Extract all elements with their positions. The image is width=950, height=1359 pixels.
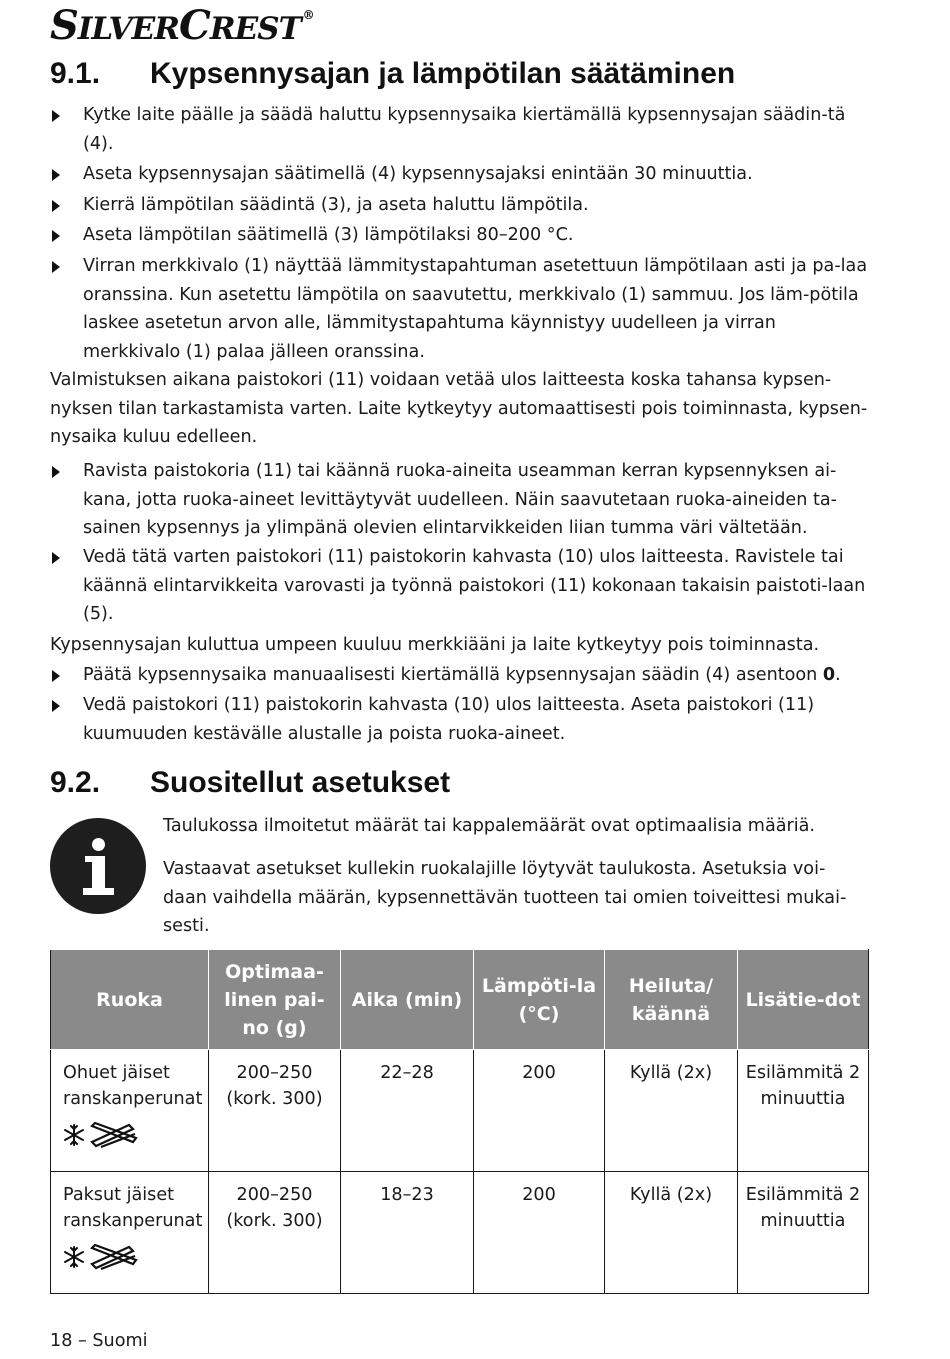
bullet-item [50,457,870,543]
settings-table [50,949,869,1294]
weight-cell [209,1172,341,1294]
info-line: Esilämmitä 2 [745,1185,861,1205]
weight-value: 200–250 [236,1185,313,1205]
info-cell [738,1050,869,1172]
shake-cell: Kyllä (2x) [605,1172,738,1294]
header-food: Ruoka [51,950,209,1050]
bullet-arrow-icon [52,110,60,122]
bullet-text: Aseta lämpötilan säätimellä (3) lämpötilaksi 80–200 °C. [83,225,574,245]
snowflake-icon [63,1246,85,1268]
registered-icon: ® [302,8,314,22]
header-time: Aika (min) [341,950,474,1050]
bullet-text: Virran merkkivalo (1) näyttää lämmitystapahtuman asetettuun lämpötilaan asti ja pa-laa oranssina. Kun asetettu lämpötila on saavutettu, merkkivalo (1) sammuu. Jos läm-pötila laskee asetetun arvon alle, lämmitystapahtuma käynnistyy uudelleen ja virran merkkivalo (1) palaa jälleen oranssina. [83,256,868,362]
shake-cell: Kyllä (2x) [605,1050,738,1172]
table-row [51,1050,869,1172]
bullet-text: Kytke laite päälle ja säädä haluttu kypsennysaika kiertämällä kypsennysajan säädin-tä (4). [83,105,846,154]
bullet-arrow-icon [52,552,60,564]
bullet-text-end: . [835,665,841,685]
bullet-text: Kierrä lämpötilan säädintä (3), ja aseta haluttu lämpötila. [83,195,589,215]
brand-first: SILVER [50,2,179,49]
bullet-arrow-icon [52,670,60,682]
weight-cell [209,1050,341,1172]
info-line: minuuttia [760,1211,846,1231]
bullet-item [50,191,870,220]
weight-max: (kork. 300) [226,1089,323,1109]
bullet-item [50,252,870,366]
info-text: Taulukossa ilmoitetut määrät tai kappalemäärät ovat optimaalisia määriä. [163,816,815,836]
section-9-1-heading [50,57,735,91]
bullet-item [50,691,870,748]
time-cell: 18–23 [341,1172,474,1294]
bullet-arrow-icon [52,700,60,712]
bullet-arrow-icon [52,261,60,273]
bullet-arrow-icon [52,169,60,181]
section-title: Kypsennysajan ja lämpötilan säätäminen [150,57,736,90]
temperature-cell: 200 [474,1050,605,1172]
paragraph: Kypsennysajan kuluttua umpeen kuuluu merkkiääni ja laite kytkeytyy pois toiminnasta. [50,635,820,655]
food-name-line: Paksut jäiset [63,1185,175,1205]
time-cell: 22–28 [341,1050,474,1172]
header-info: Lisätie-dot [738,950,869,1050]
table-row [51,1172,869,1294]
bullet-text: Aseta kypsennysajan säätimellä (4) kypsennysajaksi enintään 30 minuuttia. [83,164,753,184]
info-line: minuuttia [760,1089,846,1109]
bold-value: 0 [822,665,836,685]
header-temperature: Lämpöti-la (°C) [474,950,605,1050]
info-cell [738,1172,869,1294]
bullet-item [50,160,870,189]
bullet-arrow-icon [52,230,60,242]
section-9-2-heading [50,766,450,800]
bullet-text: Vedä paistokori (11) paistokorin kahvasta (10) ulos laitteesta. Aseta paistokori (11) kuumuuden kestävälle alustalle ja poista ruoka-aineet. [83,695,815,744]
brand-second: CREST [178,2,301,49]
page-footer: 18 – Suomi [50,1331,148,1351]
section-number: 9.2. [50,766,101,799]
info-icon [50,818,146,914]
fries-icon [89,1242,139,1272]
bullet-item [50,661,870,690]
food-name-line: ranskanperunat [63,1089,203,1109]
bullet-item [50,221,870,250]
weight-value: 200–250 [236,1063,313,1083]
bullet-text: Ravista paistokoria (11) tai käännä ruoka-aineita useamman kerran kypsennyksen ai-kana, jotta ruoka-aineet levittäytyvät uudelleen. Näin saavutetaan ruoka-aineiden ta-sainen kypsennys ja ylimpänä olevien elintarvikkeiden liian tumma väri vältetään. [83,461,838,539]
food-cell [51,1050,209,1172]
weight-max: (kork. 300) [226,1211,323,1231]
section-title: Suositellut asetukset [150,766,451,799]
temperature-cell: 200 [474,1172,605,1294]
food-cell [51,1172,209,1294]
header-weight: Optimaa-linen pai-no (g) [209,950,341,1050]
table-header-row [51,950,869,1050]
food-name-line: ranskanperunat [63,1211,203,1231]
bullet-text: Päätä kypsennysaika manuaalisesti kiertämällä kypsennysajan säädin (4) asentoon [83,665,823,685]
fries-icon [89,1120,139,1150]
info-text: Vastaavat asetukset kullekin ruokalajille löytyvät taulukosta. Asetuksia voi-daan vaihdella määrän, kypsennettävän tuotteen tai omien toiveittesi mukai-sesti. [163,859,847,937]
info-line: Esilämmitä 2 [745,1063,861,1083]
food-name-line: Ohuet jäiset [63,1063,170,1083]
bullet-item [50,101,870,158]
section-number: 9.1. [50,57,101,90]
bullet-text: Vedä tätä varten paistokori (11) paistokorin kahvasta (10) ulos laitteesta. Ravistele tai käännä elintarvikkeita varovasti ja työnnä paistokori (11) kokonaan takaisin paistoti-laan (5). [83,547,866,625]
bullet-item [50,543,870,629]
bullet-arrow-icon [52,466,60,478]
brand-logo [50,2,314,49]
bullet-arrow-icon [52,200,60,212]
snowflake-icon [63,1124,85,1146]
header-shake: Heiluta/ käännä [605,950,738,1050]
paragraph: Valmistuksen aikana paistokori (11) voidaan vetää ulos laitteesta koska tahansa kypsen-nyksen tilan tarkastamista varten. Laite kytkeytyy automaattisesti pois toiminnasta, kypsen-nysaika kuluu edelleen. [50,370,868,448]
